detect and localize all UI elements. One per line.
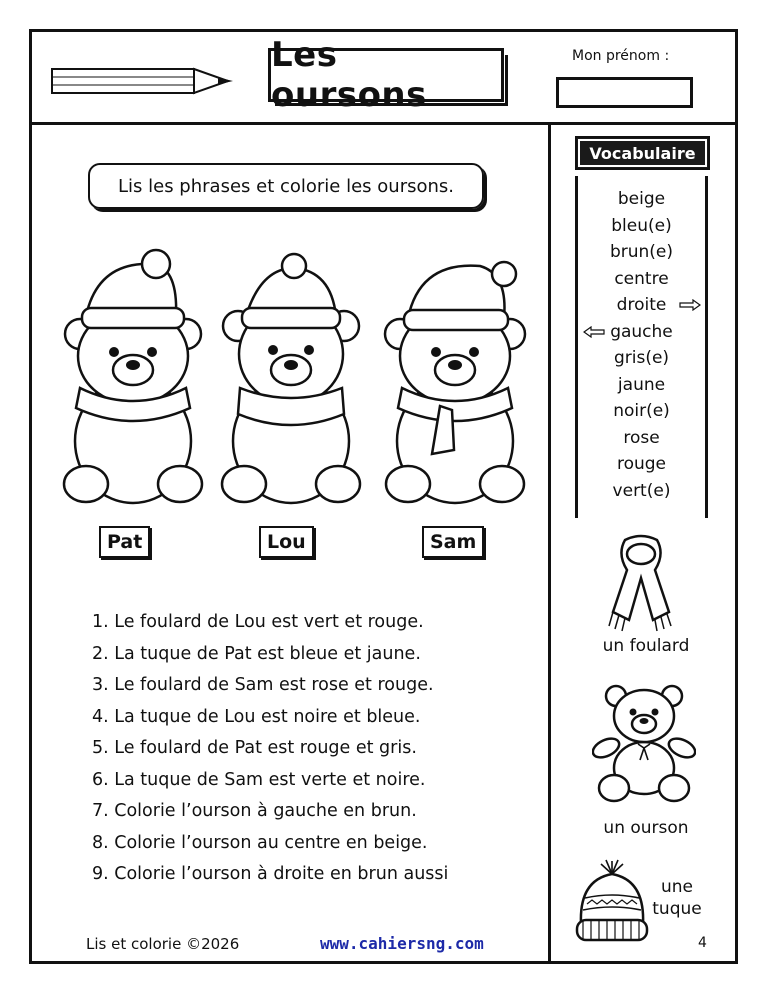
vocab-word: vert(e): [612, 480, 671, 501]
vocab-word: rouge: [616, 454, 667, 474]
bear-illustration-sam[interactable]: [380, 246, 530, 518]
list-item: 5. Le foulard de Pat est rouge et gris.: [92, 738, 417, 758]
vocab-word: bleu(e): [611, 215, 672, 236]
footer-copyright: Lis et colorie ©2026: [86, 935, 240, 953]
list-item: 3. Le foulard de Sam est rose et rouge.: [92, 675, 434, 695]
list-item: 9. Colorie l’ourson à droite en brun aussi: [92, 864, 449, 884]
vocab-word: centre: [614, 268, 669, 289]
name-field[interactable]: [556, 77, 693, 108]
vocab-word-gauche: [575, 319, 708, 346]
vocabulary-title: Vocabulaire: [575, 136, 710, 170]
list-item: 2. La tuque de Pat est bleue et jaune.: [92, 643, 421, 664]
bear-illustration-pat[interactable]: [58, 246, 208, 518]
bear-illustration-lou[interactable]: [216, 246, 366, 518]
bear-name-lou: Lou: [259, 526, 314, 558]
name-label: Mon prénom :: [572, 48, 670, 64]
arrow-right-icon: [679, 299, 701, 311]
vocab-word-droite: [575, 292, 708, 319]
vocab-word: beige: [617, 189, 666, 209]
winter-hat-icon: [573, 858, 651, 946]
list-item: 7. Colorie l’ourson à gauche en brun.: [92, 801, 417, 821]
vocab-word: droite: [616, 295, 667, 315]
teddy-bear-icon: [592, 682, 696, 804]
vocab-word: noir(e): [613, 401, 670, 421]
vocab-word: brun(e): [609, 242, 674, 262]
website-link[interactable]: www.cahiersng.com: [320, 934, 484, 953]
bear-name-pat: Pat: [99, 526, 150, 558]
list-item: 8. Colorie l’ourson au centre en beige.: [92, 832, 428, 853]
sentence-list: [92, 607, 532, 891]
list-item: 4. La tuque de Lou est noire et bleue.: [92, 706, 421, 727]
instructions: Lis les phrases et colorie les oursons.: [88, 163, 484, 209]
arrow-left-icon: [583, 326, 605, 338]
hat-label-line2: tuque: [652, 899, 702, 919]
pencil-icon: [50, 64, 235, 98]
vocab-word: gauche: [610, 321, 673, 342]
vocab-word: jaune: [617, 374, 666, 395]
vocabulary-list: [575, 186, 708, 504]
scarf-icon: [595, 532, 687, 632]
vocab-word: rose: [623, 427, 660, 448]
page-title: Les oursons: [268, 48, 504, 102]
vocab-word: gris(e): [613, 348, 670, 368]
column-divider: [548, 122, 551, 964]
header-divider: [29, 122, 738, 125]
hat-label-line1: une: [660, 877, 693, 897]
bear-name-sam: Sam: [422, 526, 484, 558]
list-item: 6. La tuque de Sam est verte et noire.: [92, 769, 426, 790]
list-item: 1. Le foulard de Lou est vert et rouge.: [92, 612, 424, 632]
page-number: 4: [698, 935, 707, 951]
scarf-label: un foulard: [602, 636, 690, 656]
bear-label: un ourson: [603, 818, 689, 838]
